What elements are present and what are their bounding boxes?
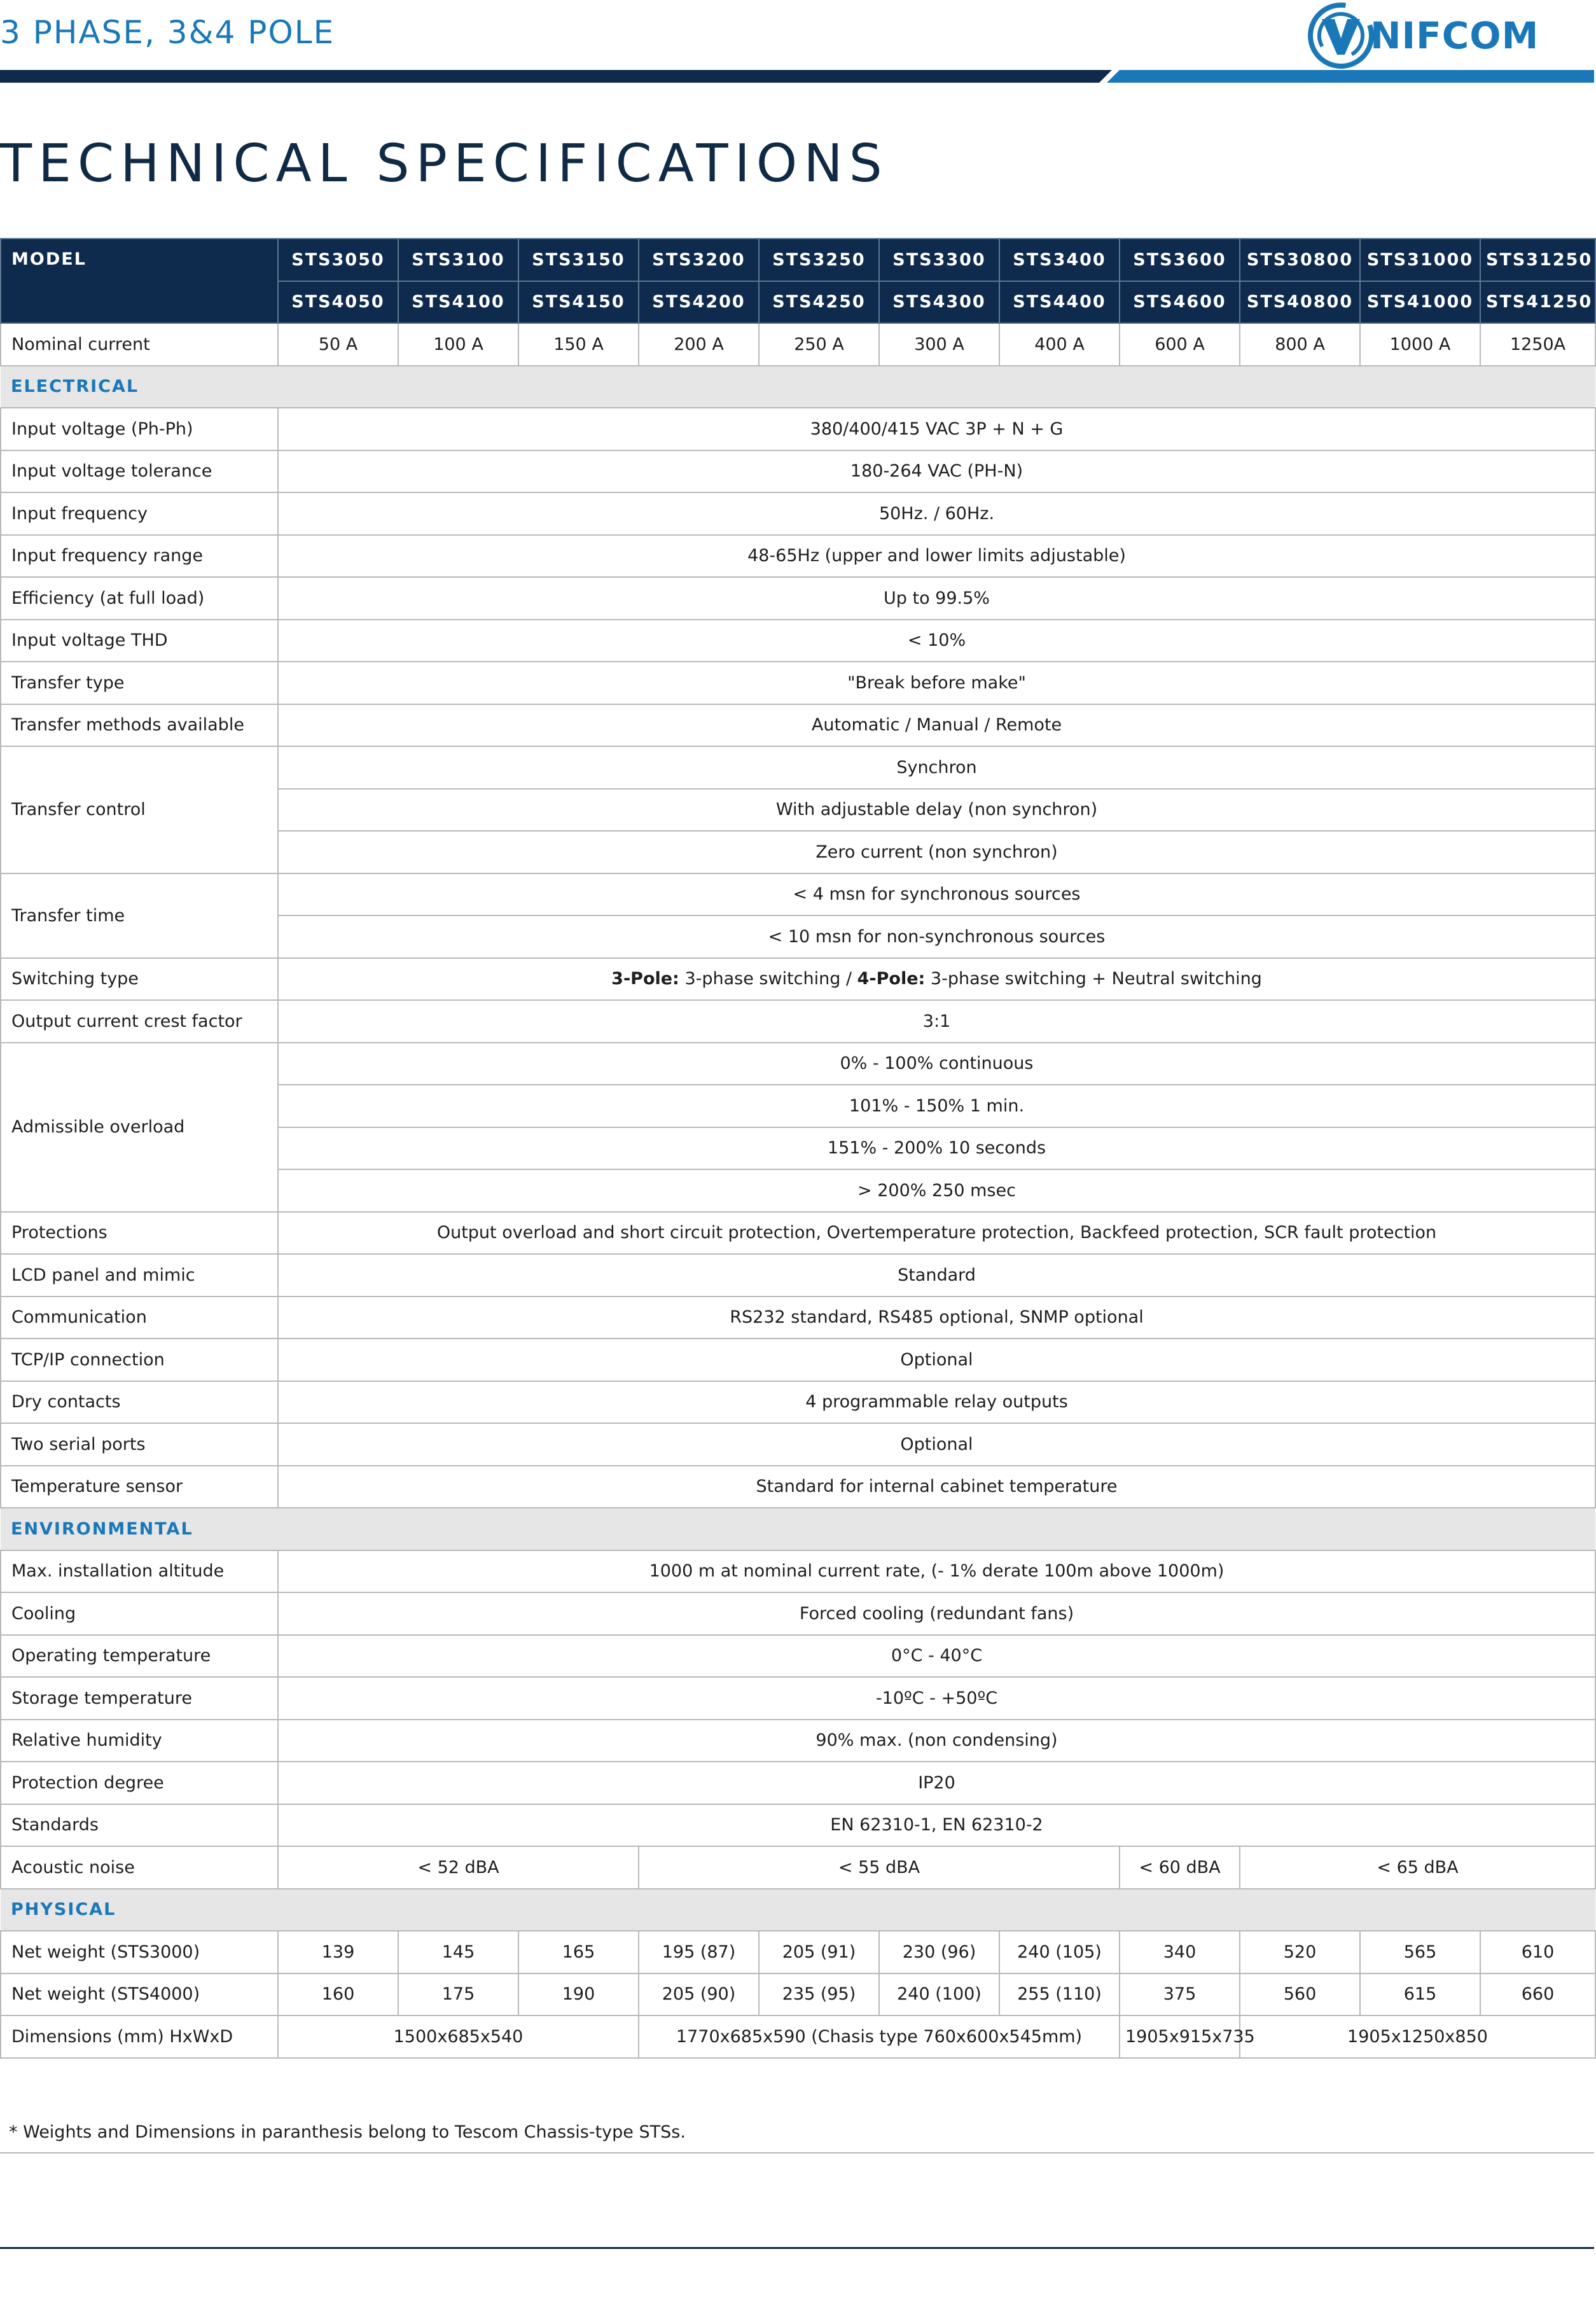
row-label: Switching type (1, 958, 278, 1001)
row-label: Input voltage tolerance (1, 450, 278, 493)
brand-logo (1305, 0, 1566, 71)
net-weight-4000-row (1, 1973, 1595, 2016)
model-4pole: STS4100 (398, 281, 518, 324)
model-4pole: STS4400 (999, 281, 1120, 324)
nominal-current-value: 300 A (879, 323, 999, 366)
row-label: Input voltage (Ph-Ph) (1, 408, 278, 450)
spec-row (1, 492, 1595, 535)
row-value: Synchron (278, 746, 1595, 789)
row-value: < 10% (278, 620, 1595, 662)
spec-row (1, 1762, 1595, 1804)
model-3pole: STS3400 (999, 239, 1120, 281)
row-label: Net weight (STS3000) (1, 1931, 278, 1973)
spec-row (1, 1297, 1595, 1339)
nominal-current-value: 800 A (1240, 323, 1360, 366)
spec-row (1, 577, 1595, 620)
row-value: 0% - 100% continuous (278, 1043, 1595, 1085)
spec-row (1, 1635, 1595, 1678)
header-title: 3 PHASE, 3&4 POLE (0, 14, 335, 51)
pole3-text: 3-phase switching / (679, 969, 857, 989)
row-label: Efficiency (at full load) (1, 577, 278, 620)
row-label: Net weight (STS4000) (1, 1973, 278, 2016)
row-label: Relative humidity (1, 1720, 278, 1762)
weight-value: 190 (518, 1973, 639, 2016)
net-weight-3000-row (1, 1931, 1595, 1973)
model-3pole: STS30800 (1240, 239, 1360, 281)
row-value: Standard (278, 1254, 1595, 1297)
weight-value: 520 (1240, 1931, 1360, 1973)
row-value: 380/400/415 VAC 3P + N + G (278, 408, 1595, 450)
weight-value: 205 (91) (759, 1931, 879, 1973)
row-label: Input frequency range (1, 535, 278, 578)
nominal-current-value: 150 A (518, 323, 639, 366)
spec-table-body (1, 239, 1595, 2058)
row-value: Optional (278, 1423, 1595, 1466)
spec-row (1, 1677, 1595, 1720)
weight-value: 240 (105) (999, 1931, 1120, 1973)
row-label: Dimensions (mm) HxWxD (1, 2015, 278, 2058)
row-label: Protection degree (1, 1762, 278, 1804)
row-value: 90% max. (non condensing) (278, 1720, 1595, 1762)
weight-value: 235 (95) (759, 1973, 879, 2016)
spec-row (1, 535, 1595, 578)
weight-value: 255 (110) (999, 1973, 1120, 2016)
spec-row (1, 620, 1595, 662)
weight-value: 375 (1120, 1973, 1240, 2016)
spec-row (1, 1000, 1595, 1043)
weight-value: 560 (1240, 1973, 1360, 2016)
acoustic-noise-value: < 52 dBA (278, 1846, 639, 1889)
spec-row (1, 1592, 1595, 1635)
weight-value: 139 (278, 1931, 398, 1973)
nominal-current-value: 50 A (278, 323, 398, 366)
nominal-current-value: 1000 A (1360, 323, 1480, 366)
weight-value: 175 (398, 1973, 518, 2016)
row-label: Acoustic noise (1, 1846, 278, 1889)
row-label: LCD panel and mimic (1, 1254, 278, 1297)
section-electrical (1, 366, 1595, 408)
spec-row (1, 1212, 1595, 1255)
row-label: Protections (1, 1212, 278, 1255)
header-bar (0, 70, 1594, 83)
spec-row (1, 1043, 1595, 1085)
row-value: -10ºC - +50ºC (278, 1677, 1595, 1720)
model-4pole: STS4050 (278, 281, 398, 324)
section-environmental (1, 1508, 1595, 1550)
spec-row (1, 1339, 1595, 1381)
dimensions-value: 1500x685x540 (278, 2015, 639, 2058)
pole4-label: 4-Pole: (857, 969, 926, 989)
model-3pole: STS3150 (518, 239, 639, 281)
row-label: Dry contacts (1, 1381, 278, 1424)
section-title: ENVIRONMENTAL (1, 1508, 1595, 1550)
row-label: Transfer methods available (1, 704, 278, 747)
row-value: Output overload and short circuit protection, Overtemperature protection, Backfeed protection, SCR fault protection (278, 1212, 1595, 1255)
dimensions-value: 1905x1250x850 (1240, 2015, 1595, 2058)
spec-row (1, 1254, 1595, 1297)
row-value: 48-65Hz (upper and lower limits adjustable) (278, 535, 1595, 578)
row-value: 50Hz. / 60Hz. (278, 492, 1595, 535)
row-value: Standard for internal cabinet temperature (278, 1466, 1595, 1508)
row-label: Input frequency (1, 492, 278, 535)
row-value: 180-264 VAC (PH-N) (278, 450, 1595, 493)
model-3pole: STS3100 (398, 239, 518, 281)
row-value: IP20 (278, 1762, 1595, 1804)
row-value: "Break before make" (278, 662, 1595, 704)
row-label: Operating temperature (1, 1635, 278, 1678)
model-4pole: STS41000 (1360, 281, 1480, 324)
row-value (278, 958, 1595, 1001)
spec-row (1, 450, 1595, 493)
brand-name: NIFCOM (1370, 14, 1539, 57)
row-value: Optional (278, 1339, 1595, 1381)
spec-row (1, 873, 1595, 916)
row-value: Up to 99.5% (278, 577, 1595, 620)
weight-value: 240 (100) (879, 1973, 999, 2016)
spec-row (1, 1381, 1595, 1424)
model-4pole: STS41250 (1480, 281, 1595, 324)
model-row-3pole (1, 239, 1595, 281)
pole3-label: 3-Pole: (611, 969, 679, 989)
section-title: ELECTRICAL (1, 366, 1595, 408)
model-4pole: STS4300 (879, 281, 999, 324)
weight-value: 195 (87) (639, 1931, 759, 1973)
model-3pole: STS31250 (1480, 239, 1595, 281)
row-value: EN 62310-1, EN 62310-2 (278, 1804, 1595, 1847)
dimensions-value: 1905x915x735 (1120, 2015, 1240, 2058)
nominal-current-value: 400 A (999, 323, 1120, 366)
model-4pole: STS4150 (518, 281, 639, 324)
row-value: Zero current (non synchron) (278, 831, 1595, 873)
spec-row (1, 408, 1595, 450)
brand-logo-icon (1305, 0, 1377, 71)
spec-row (1, 958, 1595, 1001)
row-label: Communication (1, 1297, 278, 1339)
row-label: Storage temperature (1, 1677, 278, 1720)
row-label: Transfer type (1, 662, 278, 704)
nominal-current-value: 600 A (1120, 323, 1240, 366)
weight-value: 165 (518, 1931, 639, 1973)
weight-value: 565 (1360, 1931, 1480, 1973)
model-3pole: STS3600 (1120, 239, 1240, 281)
weight-value: 230 (96) (879, 1931, 999, 1973)
page-title: TECHNICAL SPECIFICATIONS (0, 134, 889, 194)
spec-row (1, 1804, 1595, 1847)
row-label: Nominal current (1, 323, 278, 366)
pole4-text: 3-phase switching + Neutral switching (925, 969, 1262, 989)
model-4pole: STS4600 (1120, 281, 1240, 324)
weight-value: 205 (90) (639, 1973, 759, 2016)
row-value: > 200% 250 msec (278, 1169, 1595, 1212)
model-3pole: STS31000 (1360, 239, 1480, 281)
spec-row (1, 662, 1595, 704)
footnote-divider (0, 2152, 1594, 2153)
acoustic-noise-value: < 65 dBA (1240, 1846, 1595, 1889)
row-value: RS232 standard, RS485 optional, SNMP optional (278, 1297, 1595, 1339)
weight-value: 610 (1480, 1931, 1595, 1973)
spec-row (1, 704, 1595, 747)
model-4pole: STS4250 (759, 281, 879, 324)
row-label: Output current crest factor (1, 1000, 278, 1043)
dimensions-row (1, 2015, 1595, 2058)
row-label: TCP/IP connection (1, 1339, 278, 1381)
weight-value: 160 (278, 1973, 398, 2016)
row-label: Temperature sensor (1, 1466, 278, 1508)
acoustic-noise-value: < 60 dBA (1120, 1846, 1240, 1889)
row-value: 101% - 150% 1 min. (278, 1085, 1595, 1127)
row-label: Two serial ports (1, 1423, 278, 1466)
model-3pole: STS3250 (759, 239, 879, 281)
bottom-divider (0, 2247, 1594, 2249)
row-label: Transfer time (1, 873, 278, 958)
row-value: 151% - 200% 10 seconds (278, 1127, 1595, 1170)
weight-value: 145 (398, 1931, 518, 1973)
weight-value: 660 (1480, 1973, 1595, 2016)
row-value: Forced cooling (redundant fans) (278, 1592, 1595, 1635)
nominal-current-value: 100 A (398, 323, 518, 366)
model-3pole: STS3200 (639, 239, 759, 281)
row-value: 1000 m at nominal current rate, (- 1% derate 100m above 1000m) (278, 1550, 1595, 1593)
row-label: Admissible overload (1, 1043, 278, 1212)
row-value: Automatic / Manual / Remote (278, 704, 1595, 747)
model-3pole: STS3300 (879, 239, 999, 281)
weight-value: 340 (1120, 1931, 1240, 1973)
weight-value: 615 (1360, 1973, 1480, 2016)
dimensions-value: 1770x685x590 (Chasis type 760x600x545mm) (639, 2015, 1120, 2058)
spec-table (0, 238, 1596, 2059)
row-value: 0°C - 40°C (278, 1635, 1595, 1678)
row-value: 4 programmable relay outputs (278, 1381, 1595, 1424)
spec-row (1, 1550, 1595, 1593)
row-value: < 4 msn for synchronous sources (278, 873, 1595, 916)
spec-row (1, 1846, 1595, 1889)
row-label: Cooling (1, 1592, 278, 1635)
nominal-current-value: 1250A (1480, 323, 1595, 366)
footnote: * Weights and Dimensions in paranthesis belong to Tescom Chassis-type STSs. (9, 2122, 686, 2142)
model-3pole: STS3050 (278, 239, 398, 281)
nominal-current-value: 250 A (759, 323, 879, 366)
spec-row (1, 1423, 1595, 1466)
model-label: MODEL (1, 239, 278, 323)
row-label: Max. installation altitude (1, 1550, 278, 1593)
model-4pole: STS4200 (639, 281, 759, 324)
nominal-current-row (1, 323, 1595, 366)
section-title: PHYSICAL (1, 1889, 1595, 1931)
row-value: With adjustable delay (non synchron) (278, 789, 1595, 831)
spec-row (1, 746, 1595, 789)
row-label: Standards (1, 1804, 278, 1847)
row-label: Transfer control (1, 746, 278, 873)
nominal-current-value: 200 A (639, 323, 759, 366)
section-physical (1, 1889, 1595, 1931)
spec-row (1, 1720, 1595, 1762)
spec-row (1, 1466, 1595, 1508)
model-4pole: STS40800 (1240, 281, 1360, 324)
row-label: Input voltage THD (1, 620, 278, 662)
acoustic-noise-value: < 55 dBA (639, 1846, 1120, 1889)
row-value: < 10 msn for non-synchronous sources (278, 915, 1595, 958)
row-value: 3:1 (278, 1000, 1595, 1043)
